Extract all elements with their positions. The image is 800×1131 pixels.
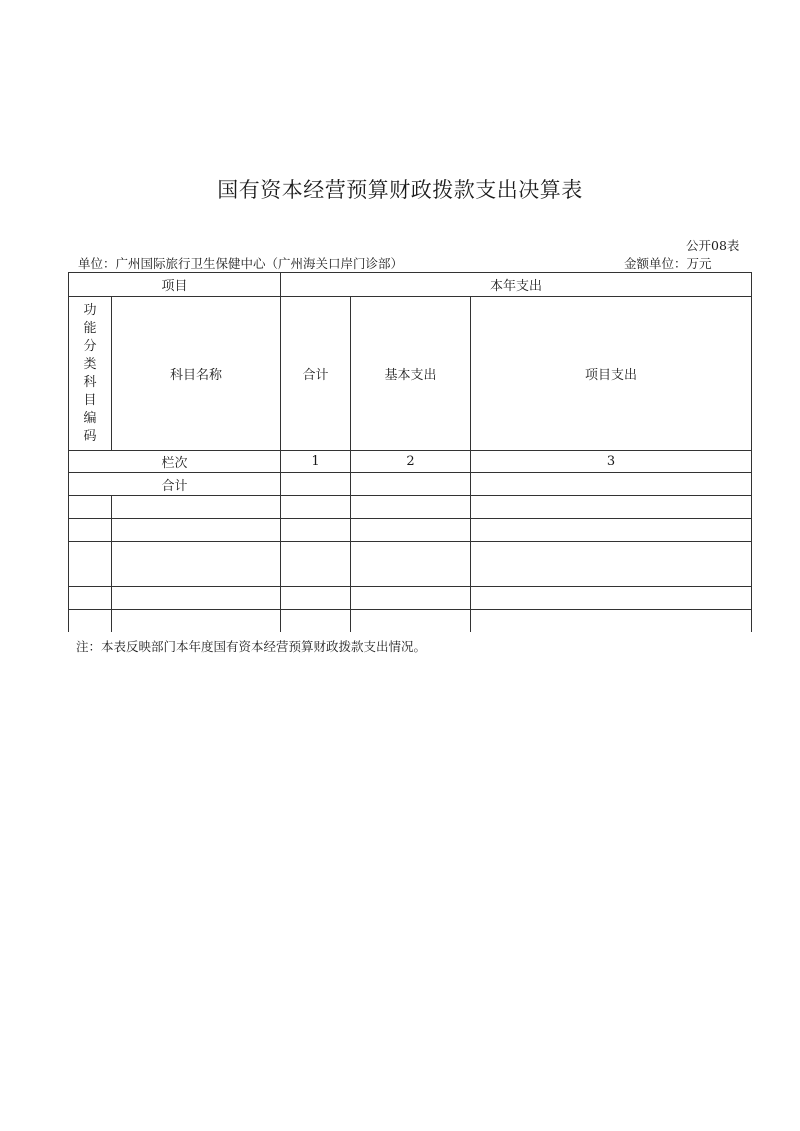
table-cell bbox=[281, 519, 351, 542]
table-cell bbox=[69, 542, 112, 587]
function-code-char: 科 bbox=[83, 374, 97, 390]
table-cell bbox=[351, 587, 471, 610]
table-cell bbox=[471, 519, 752, 542]
table-cell bbox=[112, 542, 281, 587]
header-item: 项目 bbox=[69, 273, 281, 297]
table-cell bbox=[471, 496, 752, 519]
column-index-3: 3 bbox=[471, 451, 752, 473]
header-current-year: 本年支出 bbox=[281, 273, 752, 297]
table-row bbox=[69, 542, 752, 587]
table-cell bbox=[281, 587, 351, 610]
subject-name-header: 科目名称 bbox=[112, 297, 281, 451]
table-cell bbox=[471, 587, 752, 610]
table-cell bbox=[112, 610, 281, 632]
function-code-char: 能 bbox=[83, 320, 97, 336]
table-cell bbox=[351, 542, 471, 587]
table-cell bbox=[281, 496, 351, 519]
amount-unit-label: 金额单位：万元 bbox=[624, 256, 712, 271]
function-code-char: 目 bbox=[83, 392, 97, 408]
table-cell bbox=[351, 610, 471, 632]
table-cell bbox=[69, 496, 112, 519]
table-row bbox=[69, 587, 752, 610]
table-cell bbox=[351, 496, 471, 519]
table-row bbox=[69, 519, 752, 542]
form-code: 公开08表 bbox=[686, 238, 740, 253]
function-code-char: 码 bbox=[83, 428, 97, 444]
column-index-label: 栏次 bbox=[69, 451, 281, 473]
function-code-header bbox=[69, 297, 112, 451]
project-expenditure-header: 项目支出 bbox=[471, 297, 752, 451]
table-cell bbox=[112, 587, 281, 610]
table-cell bbox=[69, 587, 112, 610]
header-row-1 bbox=[69, 273, 752, 297]
table-cell bbox=[69, 519, 112, 542]
unit-label: 单位：广州国际旅行卫生保健中心（广州海关口岸门诊部） bbox=[78, 256, 404, 271]
table-cell bbox=[471, 610, 752, 632]
table-cell bbox=[351, 473, 471, 496]
column-index-1: 1 bbox=[281, 451, 351, 473]
table-cell bbox=[471, 542, 752, 587]
total-header: 合计 bbox=[281, 297, 351, 451]
table-cell bbox=[112, 496, 281, 519]
total-row-label: 合计 bbox=[69, 473, 281, 496]
expenditure-table bbox=[68, 272, 752, 632]
footnote: 注：本表反映部门本年度国有资本经营预算财政拨款支出情况。 bbox=[76, 639, 427, 654]
table-cell bbox=[281, 610, 351, 632]
table-cell bbox=[112, 519, 281, 542]
table-cell bbox=[281, 473, 351, 496]
table-cell bbox=[351, 519, 471, 542]
total-row bbox=[69, 473, 752, 496]
header-row-2 bbox=[69, 297, 752, 451]
basic-expenditure-header: 基本支出 bbox=[351, 297, 471, 451]
table-row bbox=[69, 610, 752, 632]
function-code-char: 编 bbox=[83, 410, 97, 426]
table-cell bbox=[69, 610, 112, 632]
table-row bbox=[69, 496, 752, 519]
table-cell bbox=[471, 473, 752, 496]
column-index-2: 2 bbox=[351, 451, 471, 473]
function-code-char: 分 bbox=[83, 338, 97, 354]
function-code-char: 功 bbox=[83, 302, 97, 318]
table-cell bbox=[281, 542, 351, 587]
column-index-row bbox=[69, 451, 752, 473]
function-code-char: 类 bbox=[83, 356, 97, 372]
page-title: 国有资本经营预算财政拨款支出决算表 bbox=[217, 178, 583, 202]
